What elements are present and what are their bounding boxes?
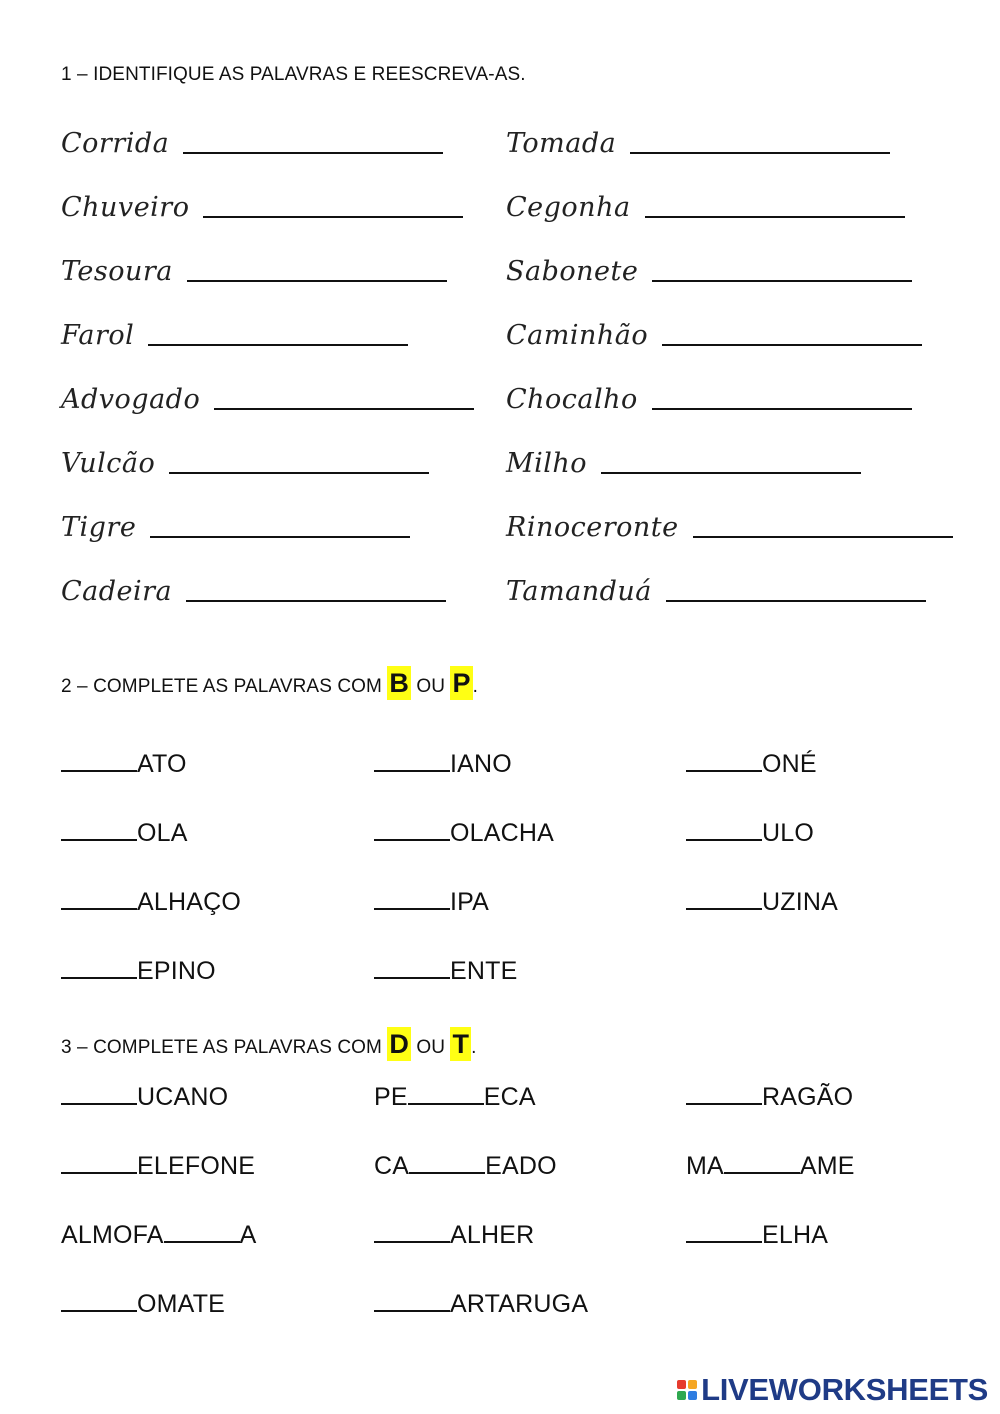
answer-line[interactable] (662, 343, 922, 346)
section1-heading: 1 – IDENTIFIQUE AS PALAVRAS E REESCREVA-AS. (61, 64, 526, 85)
word-prefix: ALMOFA (61, 1221, 164, 1249)
fill-in-word (686, 748, 817, 779)
fill-in-word (686, 886, 838, 917)
letter-blank[interactable] (408, 1081, 484, 1105)
word-suffix: OMATE (137, 1290, 226, 1318)
word-prefix: CA (374, 1152, 410, 1180)
word-suffix: UCANO (137, 1083, 229, 1111)
answer-line[interactable] (666, 599, 926, 602)
cursive-word: Farol (61, 320, 135, 351)
fill-in-word (61, 886, 241, 917)
letter-blank[interactable] (61, 955, 137, 979)
word-suffix: UZINA (762, 888, 838, 916)
letter-blank[interactable] (374, 1288, 450, 1312)
heading-or: OU (416, 1037, 446, 1058)
fill-in-word (374, 886, 489, 917)
highlight-letter-d: D (389, 1029, 409, 1059)
liveworksheets-logo (677, 1372, 988, 1408)
word-row-right (506, 312, 922, 352)
letter-blank[interactable] (374, 748, 450, 772)
letter-blank[interactable] (686, 1219, 762, 1243)
cursive-word: Milho (506, 448, 588, 479)
cursive-word: Sabonete (506, 256, 639, 287)
letter-blank[interactable] (61, 817, 137, 841)
word-row-right (506, 184, 905, 224)
answer-line[interactable] (693, 535, 953, 538)
word-suffix: EADO (485, 1152, 557, 1180)
word-suffix: ONÉ (762, 750, 817, 778)
word-prefix: MA (686, 1152, 724, 1180)
word-row-left (61, 248, 447, 288)
fill-in-word (374, 1219, 534, 1250)
letter-blank[interactable] (686, 817, 762, 841)
cursive-word: Corrida (61, 128, 170, 159)
cursive-word: Tomada (506, 128, 617, 159)
logo-text: LIVEWORKSHEETS (701, 1372, 988, 1407)
word-row-left (61, 440, 429, 480)
heading-text: 3 – COMPLETE AS PALAVRAS COM (61, 1037, 382, 1058)
heading-text: 2 – COMPLETE AS PALAVRAS COM (61, 676, 382, 697)
word-row-left (61, 120, 443, 160)
fill-in-word (374, 955, 517, 986)
cursive-word: Caminhão (506, 320, 649, 351)
word-suffix: ELEFONE (137, 1152, 256, 1180)
cursive-word: Tigre (61, 512, 137, 543)
answer-line[interactable] (150, 535, 410, 538)
letter-blank[interactable] (164, 1219, 240, 1243)
fill-in-word (61, 748, 187, 779)
fill-in-word (686, 1081, 853, 1112)
letter-blank[interactable] (374, 1219, 450, 1243)
word-suffix: A (239, 1221, 257, 1249)
fill-in-word (61, 955, 216, 986)
word-suffix: IPA (450, 888, 490, 916)
fill-in-word (374, 1288, 588, 1319)
section3-heading (61, 1027, 476, 1061)
word-suffix: EPINO (137, 957, 216, 985)
word-row-left (61, 312, 408, 352)
highlight-letter-b: B (389, 668, 409, 698)
fill-in-word (61, 1288, 225, 1319)
answer-line[interactable] (186, 599, 446, 602)
word-row-left (61, 376, 474, 416)
word-suffix: OLACHA (450, 819, 555, 847)
word-prefix: PE (374, 1083, 408, 1111)
cursive-word: Tesoura (61, 256, 173, 287)
letter-blank[interactable] (409, 1150, 485, 1174)
heading-period: . (471, 1037, 477, 1058)
letter-blank[interactable] (374, 817, 450, 841)
answer-line[interactable] (169, 471, 429, 474)
word-row-right (506, 568, 926, 608)
fill-in-word (61, 1081, 228, 1112)
letter-blank[interactable] (61, 748, 137, 772)
letter-blank[interactable] (374, 955, 450, 979)
word-suffix: ALHER (450, 1221, 535, 1249)
word-row-left (61, 504, 410, 544)
fill-in-word (374, 817, 554, 848)
answer-line[interactable] (601, 471, 861, 474)
letter-blank[interactable] (61, 1150, 137, 1174)
letter-blank[interactable] (61, 886, 137, 910)
word-row-left (61, 184, 463, 224)
letter-blank[interactable] (686, 748, 762, 772)
answer-line[interactable] (652, 279, 912, 282)
word-row-left (61, 568, 446, 608)
letter-blank[interactable] (724, 1150, 800, 1174)
word-suffix: ARTARUGA (450, 1290, 589, 1318)
answer-line[interactable] (148, 343, 408, 346)
logo-squares-icon (677, 1380, 697, 1400)
fill-in-word (61, 817, 188, 848)
word-suffix: RAGÃO (762, 1083, 854, 1111)
answer-line[interactable] (652, 407, 912, 410)
fill-in-word (61, 1219, 257, 1250)
word-row-right (506, 120, 890, 160)
answer-line[interactable] (645, 215, 905, 218)
fill-in-word (686, 817, 814, 848)
answer-line[interactable] (630, 151, 890, 154)
word-suffix: ALHAÇO (137, 888, 242, 916)
cursive-word: Tamanduá (506, 576, 652, 607)
cursive-word: Cadeira (61, 576, 173, 607)
answer-line[interactable] (183, 151, 443, 154)
heading-period: . (472, 676, 478, 697)
word-suffix: AME (799, 1152, 855, 1180)
word-row-right (506, 248, 912, 288)
cursive-word: Cegonha (506, 192, 631, 223)
cursive-word: Chocalho (506, 384, 638, 415)
fill-in-word (374, 748, 512, 779)
word-suffix: ULO (762, 819, 815, 847)
cursive-word: Advogado (61, 384, 201, 415)
letter-blank[interactable] (686, 1081, 762, 1105)
fill-in-word (374, 1081, 536, 1112)
letter-blank[interactable] (61, 1288, 137, 1312)
section2-heading (61, 666, 478, 700)
fill-in-word (686, 1219, 828, 1250)
answer-line[interactable] (214, 407, 474, 410)
letter-blank[interactable] (686, 886, 762, 910)
word-row-right (506, 504, 953, 544)
word-suffix: ENTE (450, 957, 518, 985)
highlight-letter-t: T (452, 1029, 470, 1059)
word-suffix: ELHA (762, 1221, 829, 1249)
word-row-right (506, 440, 861, 480)
answer-line[interactable] (203, 215, 463, 218)
word-suffix: IANO (450, 750, 512, 778)
word-suffix: ATO (137, 750, 187, 778)
cursive-word: Vulcão (61, 448, 156, 479)
fill-in-word (686, 1150, 855, 1181)
word-row-right (506, 376, 912, 416)
letter-blank[interactable] (61, 1081, 137, 1105)
fill-in-word (374, 1150, 557, 1181)
fill-in-word (61, 1150, 255, 1181)
cursive-word: Chuveiro (61, 192, 190, 223)
answer-line[interactable] (187, 279, 447, 282)
word-suffix: ECA (483, 1083, 536, 1111)
word-suffix: OLA (137, 819, 188, 847)
heading-or: OU (416, 676, 446, 697)
letter-blank[interactable] (374, 886, 450, 910)
cursive-word: Rinoceronte (506, 512, 679, 543)
highlight-letter-p: P (452, 668, 471, 698)
